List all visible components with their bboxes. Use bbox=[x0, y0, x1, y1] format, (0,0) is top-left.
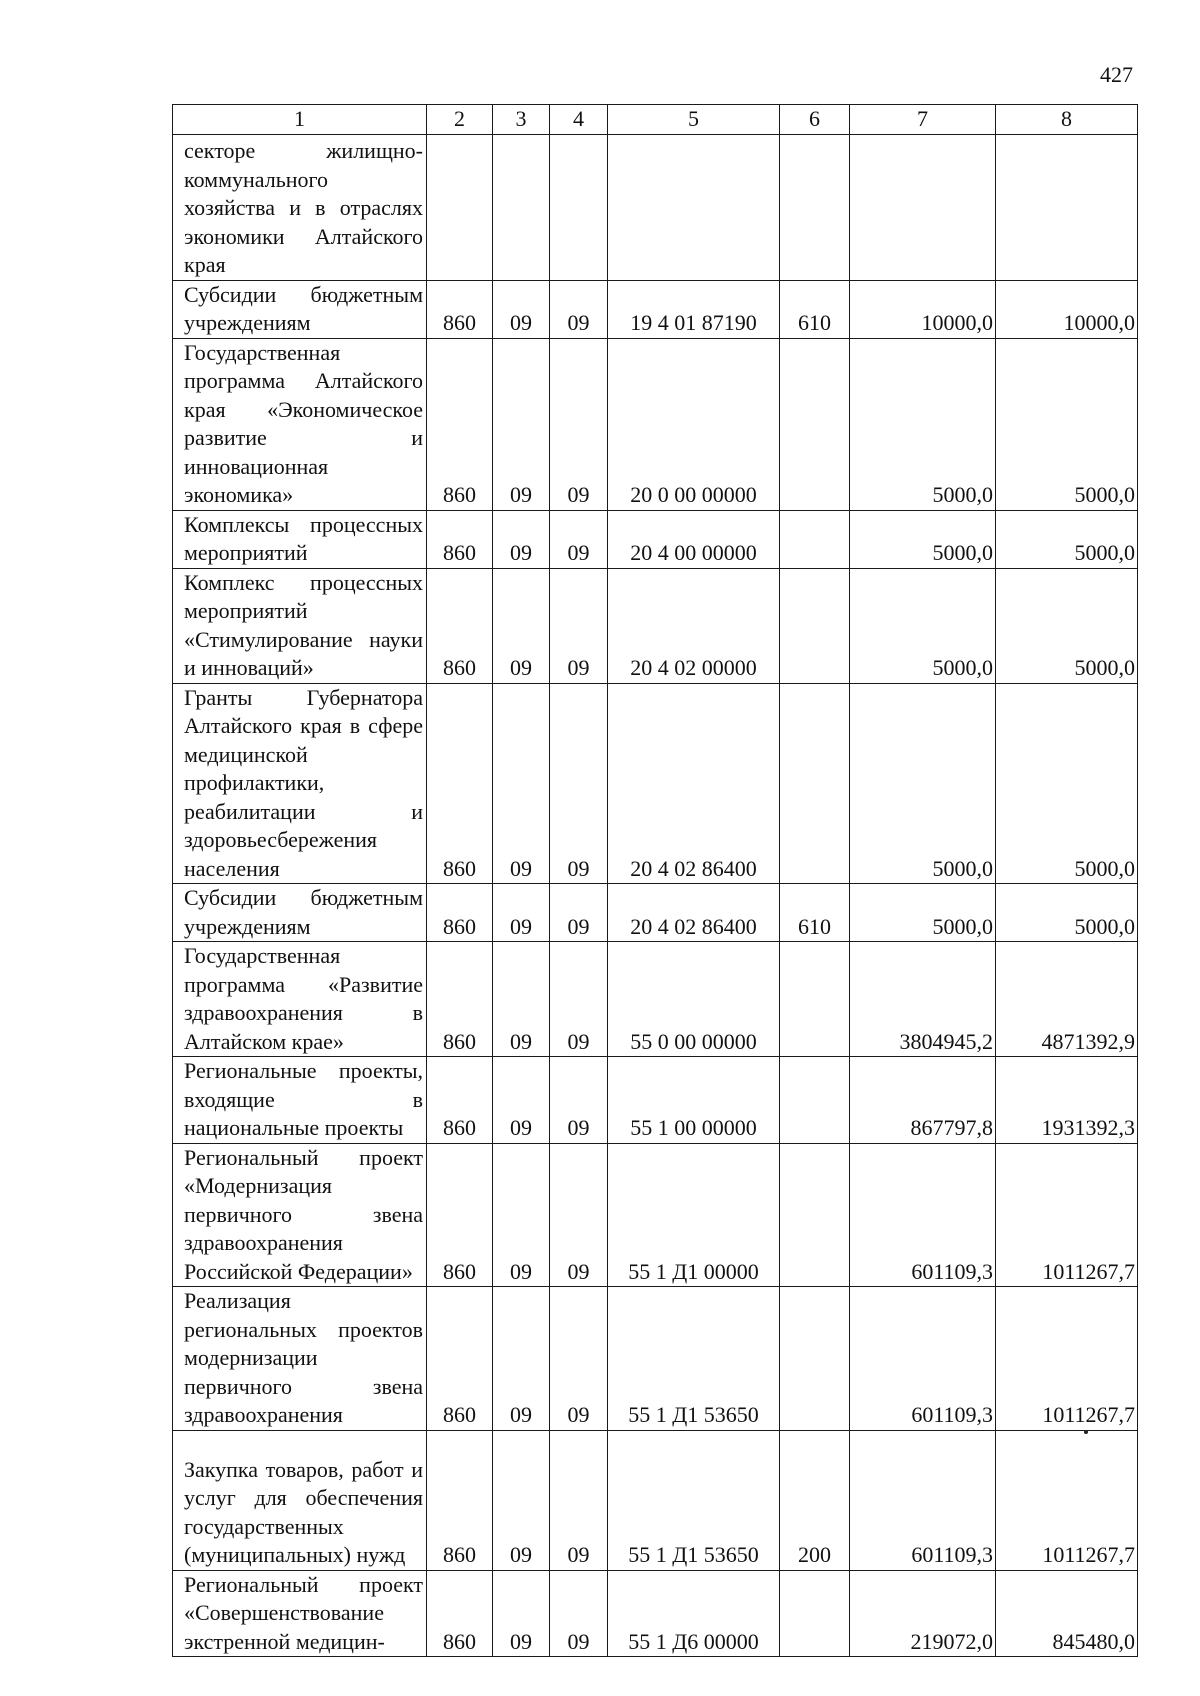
cell-code-expense-type bbox=[780, 510, 850, 568]
table-row bbox=[173, 1430, 1138, 1570]
cell-amount-year-1: 5000,0 bbox=[850, 683, 996, 884]
table-row bbox=[173, 280, 1138, 338]
cell-code-admin: 860 bbox=[427, 1570, 493, 1657]
cell-amount-year-1: 867797,8 bbox=[850, 1057, 996, 1144]
cell-amount-year-1: 10000,0 bbox=[850, 280, 996, 338]
table-row bbox=[173, 683, 1138, 884]
cell-amount-year-1: 601109,3 bbox=[850, 1430, 996, 1570]
header-cell-7: 7 bbox=[850, 105, 996, 135]
cell-code-expense-type bbox=[780, 683, 850, 884]
cell-code-subsection: 09 bbox=[550, 510, 608, 568]
table-row bbox=[173, 884, 1138, 942]
table-row bbox=[173, 1057, 1138, 1144]
cell-code-target: 55 1 Д1 00000 bbox=[608, 1143, 780, 1287]
cell-code-expense-type bbox=[780, 1143, 850, 1287]
cell-amount-year-1: 5000,0 bbox=[850, 884, 996, 942]
cell-amount-year-1: 3804945,2 bbox=[850, 942, 996, 1057]
cell-amount-year-2: 5000,0 bbox=[996, 568, 1138, 683]
header-cell-3: 3 bbox=[493, 105, 550, 135]
cell-code-subsection: 09 bbox=[550, 942, 608, 1057]
cell-item-name: Региональный проект «Модернизация первичного звена здравоохранения Российской Федерации» bbox=[173, 1143, 427, 1287]
cell-code-subsection: 09 bbox=[550, 1057, 608, 1144]
cell-item-name: Региональные проекты, входящие в национальные проекты bbox=[173, 1057, 427, 1144]
cell-item-name: Гранты Губернатора Алтайского края в сфере медицинской профилактики, реабилитации и здоровьесбережения населения bbox=[173, 683, 427, 884]
cell-code-admin: 860 bbox=[427, 942, 493, 1057]
cell-amount-year-2: 5000,0 bbox=[996, 510, 1138, 568]
cell-code-admin: 860 bbox=[427, 280, 493, 338]
cell-code-subsection: 09 bbox=[550, 1143, 608, 1287]
cell-item-name: Государственная программа «Развитие здравоохранения в Алтайском крае» bbox=[173, 942, 427, 1057]
cell-code-subsection: 09 bbox=[550, 683, 608, 884]
header-cell-4: 4 bbox=[550, 105, 608, 135]
table-row bbox=[173, 134, 1138, 280]
page-number: 427 bbox=[1100, 62, 1133, 87]
cell-code-target: 20 4 00 00000 bbox=[608, 510, 780, 568]
cell-amount-year-2 bbox=[996, 134, 1138, 280]
cell-code-target: 55 0 00 00000 bbox=[608, 942, 780, 1057]
cell-code-subsection: 09 bbox=[550, 1570, 608, 1657]
cell-item-name: Комплексы процессных мероприятий bbox=[173, 510, 427, 568]
header-cell-1: 1 bbox=[173, 105, 427, 135]
cell-code-expense-type: 200 bbox=[780, 1430, 850, 1570]
cell-amount-year-2: 1011267,7 bbox=[996, 1287, 1138, 1431]
table-row bbox=[173, 568, 1138, 683]
cell-amount-year-1: 5000,0 bbox=[850, 568, 996, 683]
cell-code-section: 09 bbox=[493, 1143, 550, 1287]
cell-code-section bbox=[493, 134, 550, 280]
cell-code-admin: 860 bbox=[427, 338, 493, 510]
scan-speck bbox=[1084, 1430, 1088, 1434]
cell-code-expense-type bbox=[780, 134, 850, 280]
cell-code-section: 09 bbox=[493, 510, 550, 568]
cell-amount-year-2: 1931392,3 bbox=[996, 1057, 1138, 1144]
cell-code-section: 09 bbox=[493, 942, 550, 1057]
cell-code-target: 20 4 02 86400 bbox=[608, 884, 780, 942]
cell-code-expense-type bbox=[780, 338, 850, 510]
cell-amount-year-1: 5000,0 bbox=[850, 510, 996, 568]
cell-code-subsection: 09 bbox=[550, 884, 608, 942]
budget-table bbox=[172, 104, 1138, 1657]
cell-item-name: Реализация региональных проектов модернизации первичного звена здравоохранения bbox=[173, 1287, 427, 1431]
cell-amount-year-2: 1011267,7 bbox=[996, 1143, 1138, 1287]
cell-code-target: 55 1 Д1 53650 bbox=[608, 1287, 780, 1431]
cell-amount-year-2: 1011267,7 bbox=[996, 1430, 1138, 1570]
header-cell-2: 2 bbox=[427, 105, 493, 135]
cell-amount-year-2: 845480,0 bbox=[996, 1570, 1138, 1657]
table-row bbox=[173, 1287, 1138, 1431]
cell-code-admin: 860 bbox=[427, 1430, 493, 1570]
cell-code-section: 09 bbox=[493, 1570, 550, 1657]
cell-code-target: 55 1 Д6 00000 bbox=[608, 1570, 780, 1657]
cell-code-subsection: 09 bbox=[550, 338, 608, 510]
header-cell-6: 6 bbox=[780, 105, 850, 135]
cell-item-name: Субсидии бюджетным учреждениям bbox=[173, 884, 427, 942]
cell-amount-year-1: 219072,0 bbox=[850, 1570, 996, 1657]
header-row bbox=[173, 105, 1138, 135]
cell-code-section: 09 bbox=[493, 884, 550, 942]
cell-code-subsection: 09 bbox=[550, 1287, 608, 1431]
cell-item-name: Государственная программа Алтайского края «Экономическое развитие и инновационная экономика» bbox=[173, 338, 427, 510]
cell-amount-year-2: 4871392,9 bbox=[996, 942, 1138, 1057]
cell-code-target: 55 1 Д1 53650 bbox=[608, 1430, 780, 1570]
cell-item-name: Комплекс процессных мероприятий «Стимулирование науки и инноваций» bbox=[173, 568, 427, 683]
cell-code-section: 09 bbox=[493, 1287, 550, 1431]
cell-code-target: 19 4 01 87190 bbox=[608, 280, 780, 338]
cell-code-expense-type bbox=[780, 1057, 850, 1144]
cell-code-section: 09 bbox=[493, 338, 550, 510]
header-cell-8: 8 bbox=[996, 105, 1138, 135]
cell-code-admin bbox=[427, 134, 493, 280]
cell-code-subsection: 09 bbox=[550, 280, 608, 338]
cell-code-section: 09 bbox=[493, 1057, 550, 1144]
cell-code-expense-type: 610 bbox=[780, 884, 850, 942]
table-row bbox=[173, 1570, 1138, 1657]
cell-amount-year-1: 5000,0 bbox=[850, 338, 996, 510]
cell-code-section: 09 bbox=[493, 683, 550, 884]
cell-code-expense-type bbox=[780, 568, 850, 683]
cell-code-expense-type bbox=[780, 942, 850, 1057]
cell-code-admin: 860 bbox=[427, 1287, 493, 1431]
table-row bbox=[173, 510, 1138, 568]
cell-code-admin: 860 bbox=[427, 568, 493, 683]
cell-code-section: 09 bbox=[493, 280, 550, 338]
cell-code-section: 09 bbox=[493, 568, 550, 683]
cell-code-subsection: 09 bbox=[550, 1430, 608, 1570]
header-cell-5: 5 bbox=[608, 105, 780, 135]
cell-code-expense-type bbox=[780, 1287, 850, 1431]
cell-amount-year-2: 5000,0 bbox=[996, 338, 1138, 510]
cell-item-name: Региональный проект «Совершенствование экстренной медицин- bbox=[173, 1570, 427, 1657]
cell-code-subsection: 09 bbox=[550, 568, 608, 683]
table-row bbox=[173, 338, 1138, 510]
cell-code-admin: 860 bbox=[427, 1057, 493, 1144]
cell-item-name: Закупка товаров, работ и услуг для обеспечения государственных (муниципальных) нужд bbox=[173, 1430, 427, 1570]
cell-code-admin: 860 bbox=[427, 510, 493, 568]
cell-amount-year-2: 5000,0 bbox=[996, 884, 1138, 942]
cell-code-expense-type bbox=[780, 1570, 850, 1657]
cell-code-admin: 860 bbox=[427, 884, 493, 942]
cell-code-target: 20 4 02 86400 bbox=[608, 683, 780, 884]
cell-item-name: секторе жилищно-коммунального хозяйства и в отраслях экономики Алтайского края bbox=[173, 134, 427, 280]
cell-code-subsection bbox=[550, 134, 608, 280]
table-row bbox=[173, 942, 1138, 1057]
cell-amount-year-2: 10000,0 bbox=[996, 280, 1138, 338]
cell-amount-year-1: 601109,3 bbox=[850, 1287, 996, 1431]
cell-amount-year-1: 601109,3 bbox=[850, 1143, 996, 1287]
cell-code-admin: 860 bbox=[427, 1143, 493, 1287]
cell-amount-year-1 bbox=[850, 134, 996, 280]
cell-amount-year-2: 5000,0 bbox=[996, 683, 1138, 884]
cell-code-target: 20 0 00 00000 bbox=[608, 338, 780, 510]
table-row bbox=[173, 1143, 1138, 1287]
cell-code-target bbox=[608, 134, 780, 280]
cell-code-section: 09 bbox=[493, 1430, 550, 1570]
cell-item-name: Субсидии бюджетным учреждениям bbox=[173, 280, 427, 338]
cell-code-expense-type: 610 bbox=[780, 280, 850, 338]
cell-code-target: 55 1 00 00000 bbox=[608, 1057, 780, 1144]
cell-code-target: 20 4 02 00000 bbox=[608, 568, 780, 683]
cell-code-admin: 860 bbox=[427, 683, 493, 884]
